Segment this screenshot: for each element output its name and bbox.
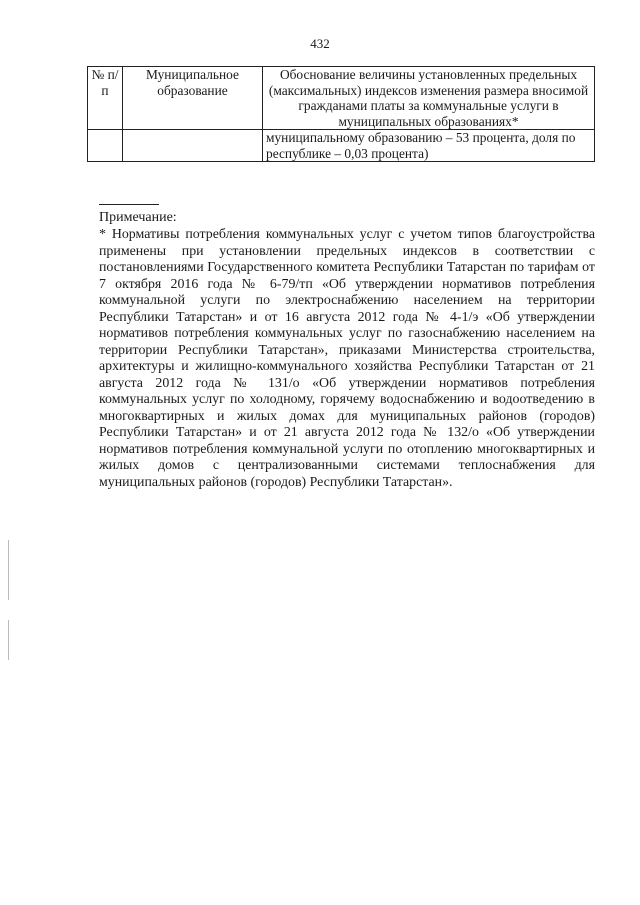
cell-municipality <box>123 130 263 162</box>
scan-margin-mark <box>8 540 9 600</box>
cell-num <box>88 130 123 162</box>
note-text: * Нормативы потребления коммунальных услуг с учетом типов благоустройства применены при установлении предельных индексов в соответствии с постановлениями Государственного комитета Республики Татарстан по тарифам от 7 октября 2016 года № 6-79/тп «Об утверждении нормативов потребления коммунальной услуги по электроснабжению населением на территории Республики Татарстан» и от 16 августа 2012 года № 4-1/э «Об утверждении нормативов потребления коммунальных услуг по газоснабжению населением на территории Республики Татарстан», приказами Министерства строительства, архитектуры и жилищно-коммунального хозяйства Республики Татарстан от 21 августа 2012 года № 131/о «Об утверждении нормативов потребления коммунальных услуг по холодному, горячему водоснабжению и водоотведению в многоквартирных и жилых домах для муниципальных районов (городов) Республики Татарстан» и от 21 августа 2012 года № 132/о «Об утверждении нормативов потребления коммунальной услуги по отоплению многоквартирных и жилых домов с централизованными системами теплоснабжения для муниципальных районов (городов) Республики Татарстан». <box>99 227 595 490</box>
header-num: № п/п <box>88 67 123 130</box>
header-municipality: Муниципальное образование <box>123 67 263 130</box>
table-row <box>88 130 595 162</box>
cell-justification: муниципальному образованию – 53 процента, доля по республике – 0,03 процента) <box>263 130 595 162</box>
note-body <box>99 227 595 491</box>
header-justification: Обоснование величины установленных предельных (максимальных) индексов изменения размера вносимой гражданами платы за коммунальные услуги в муниципальных образованиях* <box>263 67 595 130</box>
footnote-divider <box>99 204 159 205</box>
page-number: 432 <box>310 36 330 51</box>
note-title: Примечание: <box>99 210 177 225</box>
indices-table <box>87 66 595 162</box>
table-header-row <box>88 67 595 130</box>
scan-margin-mark <box>8 620 9 660</box>
